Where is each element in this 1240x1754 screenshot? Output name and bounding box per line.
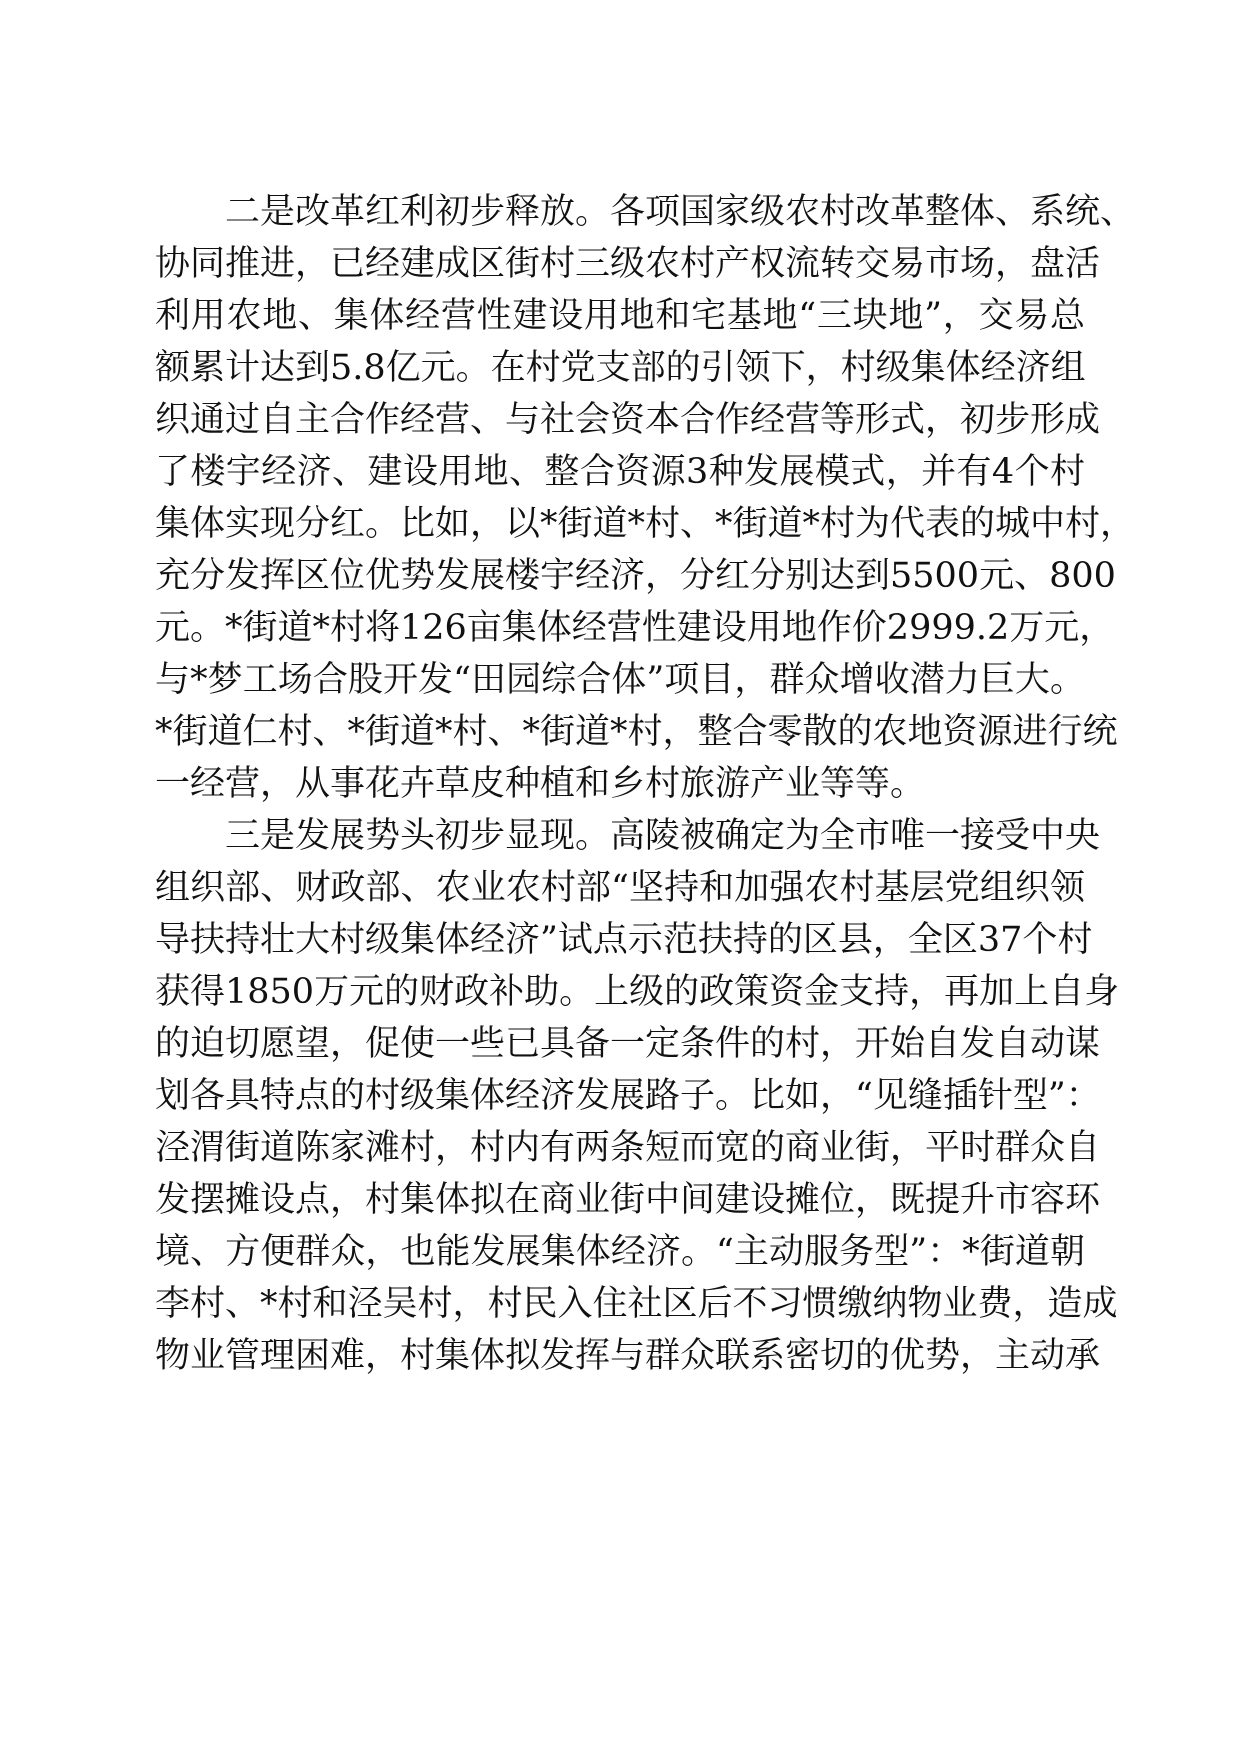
paragraph-2-line-6: 划各具特点的村级集体经济发展路子。比如，“见缝插针型”： bbox=[155, 1076, 1101, 1116]
paragraph-1-line-6: 了楼宇经济、建设用地、整合资源3种发展模式，并有4个村 bbox=[155, 452, 1085, 492]
paragraph-2-line-2: 组织部、财政部、农业农村部“坚持和加强农村基层党组织领 bbox=[155, 868, 1085, 908]
paragraph-1-line-12: 一经营，从事花卉草皮种植和乡村旅游产业等等。 bbox=[155, 764, 926, 804]
paragraph-2-line-9: 境、方便群众，也能发展集体经济。“主动服务型”：*街道朝 bbox=[155, 1232, 1085, 1272]
paragraph-1-line-3: 利用农地、集体经营性建设用地和宅基地“三块地”，交易总 bbox=[155, 296, 1085, 336]
paragraph-2-line-10: 李村、*村和泾吴村，村民入住社区后不习惯缴纳物业费，造成 bbox=[155, 1284, 1118, 1324]
paragraph-1-line-8: 充分发挥区位优势发展楼宇经济，分红分别达到5500元、800 bbox=[155, 556, 1116, 596]
paragraph-1-line-10: 与*梦工场合股开发“田园综合体”项目，群众增收潜力巨大。 bbox=[155, 660, 1085, 700]
paragraph-1-line-11: *街道仁村、*街道*村、*街道*村，整合零散的农地资源进行统 bbox=[155, 712, 1118, 752]
paragraph-1-line-7: 集体实现分红。比如，以*街道*村、*街道*村为代表的城中村， bbox=[155, 504, 1136, 544]
paragraph-2-line-1: 三是发展势头初步显现。高陵被确定为全市唯一接受中央 bbox=[225, 816, 1101, 856]
paragraph-2-line-4: 获得1850万元的财政补助。上级的政策资金支持，再加上自身 bbox=[155, 972, 1120, 1012]
paragraph-1-line-1: 二是改革红利初步释放。各项国家级农村改革整体、系统、 bbox=[225, 192, 1136, 232]
paragraph-1-line-5: 织通过自主合作经营、与社会资本合作经营等形式，初步形成 bbox=[155, 400, 1101, 440]
paragraph-2-line-3: 导扶持壮大村级集体经济”试点示范扶持的区县，全区37个村 bbox=[155, 920, 1093, 960]
paragraph-2-line-7: 泾渭街道陈家滩村，村内有两条短而宽的商业街，平时群众自 bbox=[155, 1128, 1101, 1168]
paragraph-2-line-8: 发摆摊设点，村集体拟在商业街中间建设摊位，既提升市容环 bbox=[155, 1180, 1101, 1220]
paragraph-1-line-2: 协同推进，已经建成区街村三级农村产权流转交易市场，盘活 bbox=[155, 244, 1101, 284]
body-text bbox=[155, 186, 1136, 1382]
paragraph-1-line-4: 额累计达到5.8亿元。在村党支部的引领下，村级集体经济组 bbox=[155, 348, 1086, 388]
paragraph-2-line-11: 物业管理困难，村集体拟发挥与群众联系密切的优势，主动承 bbox=[155, 1336, 1101, 1376]
paragraph-2-line-5: 的迫切愿望，促使一些已具备一定条件的村，开始自发自动谋 bbox=[155, 1024, 1101, 1064]
paragraph-1-line-9: 元。*街道*村将126亩集体经营性建设用地作价2999.2万元， bbox=[155, 608, 1115, 648]
